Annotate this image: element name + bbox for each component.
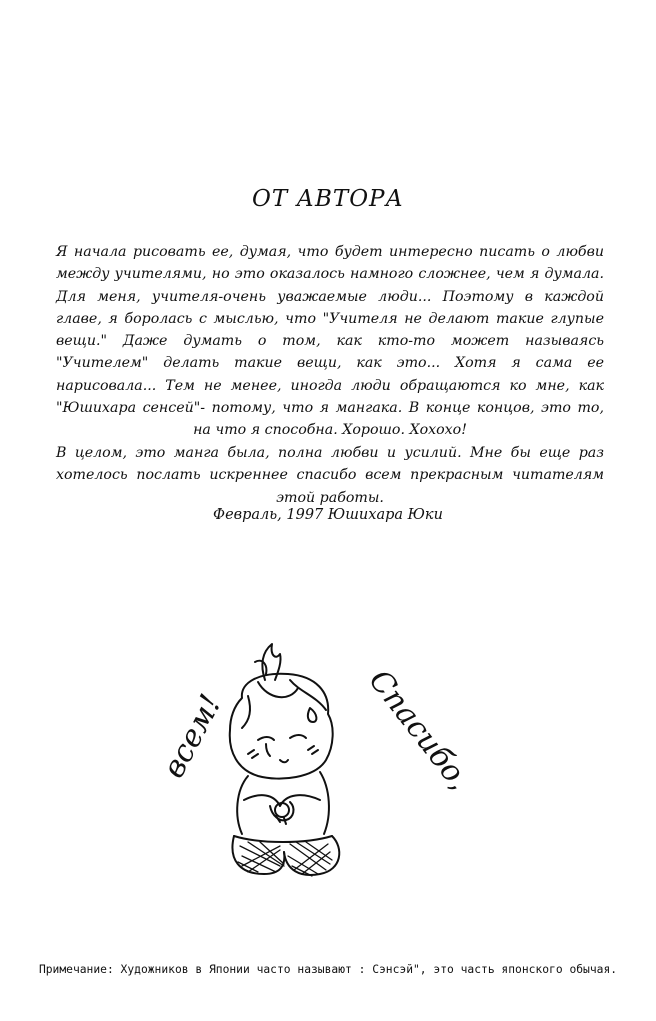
signature: Февраль, 1997 Юшихара Юки xyxy=(213,507,443,523)
page-title: ОТ АВТОРА xyxy=(252,186,404,212)
drawing-text-left: всем! xyxy=(156,688,229,784)
drawing-text-right: Спасибо, xyxy=(361,663,477,797)
chibi-character xyxy=(230,644,340,876)
chibi-illustration xyxy=(130,630,530,890)
footnote: Примечание: Художников в Японии часто называют : Сэнсэй", это часть японского обычая. xyxy=(38,963,618,976)
author-note-paragraph-2: В целом, это манга была, полна любви и усилий. Мне бы еще раз хотелось послать искреннее спасибо всем прекрасным читателям этой работы. xyxy=(56,445,604,506)
author-note-paragraph-1: Я начала рисовать ее, думая, что будет интересно писать о любви между учителями, но это оказалось намного сложнее, чем я думала. Для меня, учителя-очень уважаемые люди... Поэтому в каждой главе, я боролась с мыслью, что "Учителя не делают такие глупые вещи." Даже думать о том, как кто-то может называясь "Учителем" делать такие вещи, как это... Хотя я сама ее нарисовала... Тем не менее, иногда люди обращаются ко мне, как "Юшихара сенсей"- потому, что я мангака. В конце концов, это то, на что я способна. Хорошо. Хохохо! xyxy=(56,244,604,439)
